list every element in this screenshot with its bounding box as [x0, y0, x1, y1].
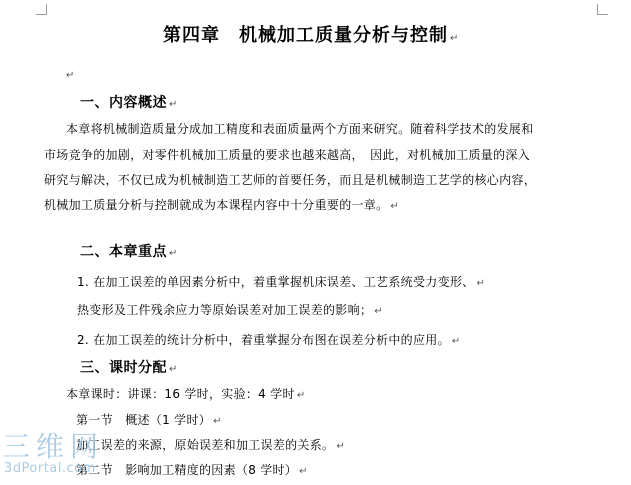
list-item-text: 1. 在加工误差的单因素分析中，着重掌握机床误差、工艺系统受力变形、 [77, 275, 475, 289]
list-item [77, 274, 485, 292]
paragraph-mark-icon: ↵ [169, 364, 178, 375]
section-heading-text: 二、本章重点 [80, 244, 167, 260]
page-corner-mark [597, 4, 608, 15]
paragraph-mark-icon: ↵ [66, 70, 75, 81]
body-text-line [76, 462, 308, 480]
paragraph-mark-icon: ↵ [390, 201, 400, 212]
section-heading-text: 三、课时分配 [80, 360, 167, 376]
body-text-line: 市场竞争的加剧，对零件机械加工质量的要求也越来越高， 因此，对机械加工质量的深入 [44, 148, 531, 162]
paragraph-mark-icon: ↵ [451, 336, 461, 347]
section-heading-schedule [80, 359, 178, 379]
section-heading-key-points [80, 243, 178, 263]
page-corner-mark [36, 4, 47, 15]
body-text-line [66, 386, 306, 404]
chapter-title-text: 第四章 机械加工质量分析与控制 [163, 25, 448, 46]
paragraph-mark-icon: ↵ [169, 99, 178, 110]
body-text: 机械加工质量分析与控制就成为本课程内容中十分重要的一章。 [44, 198, 389, 212]
list-item [77, 302, 383, 320]
list-item-text: 热变形及工件残余应力等原始误差对加工误差的影响； [77, 303, 373, 317]
list-item [77, 332, 461, 350]
paragraph-mark-icon: ↵ [296, 390, 306, 401]
paragraph-mark-icon: ↵ [299, 466, 308, 477]
paragraph-mark-icon: ↵ [336, 441, 345, 452]
body-text: 本章课时：讲课：16 学时，实验：4 学时 [66, 387, 295, 401]
body-text-line: 本章将机械制造质量分成加工精度和表面质量两个方面来研究。随着科学技术的发展和 [66, 122, 534, 136]
paragraph-mark-icon: ↵ [213, 416, 222, 427]
body-text-line [44, 197, 399, 215]
chapter-title [163, 24, 459, 51]
paragraph-mark-icon: ↵ [169, 248, 178, 259]
body-text-line [76, 437, 345, 455]
section-heading-overview [80, 94, 178, 114]
watermark-cn-text: 三维网 [2, 430, 105, 463]
section-heading-text: 一、内容概述 [80, 95, 167, 111]
body-text-line [76, 412, 222, 430]
body-text-line: 研究与解决，不仅已成为机械制造工艺师的首要任务，而且是机械制造工艺学的核心内容， [44, 173, 537, 187]
list-item-text: 2. 在加工误差的统计分析中，着重掌握分布图在误差分析中的应用。 [77, 333, 450, 347]
paragraph-mark-icon: ↵ [374, 306, 383, 317]
empty-paragraph [64, 66, 75, 84]
paragraph-mark-icon: ↵ [476, 278, 486, 289]
body-text: 加工误差的来源，原始误差和加工误差的关系。 [76, 438, 335, 452]
paragraph-mark-icon: ↵ [450, 33, 460, 44]
body-text: 第二节 影响加工精度的因素（8 学时） [76, 463, 298, 477]
body-text: 第一节 概述（1 学时） [76, 413, 212, 427]
watermark-en-text: 3dPortal.com [4, 461, 96, 476]
